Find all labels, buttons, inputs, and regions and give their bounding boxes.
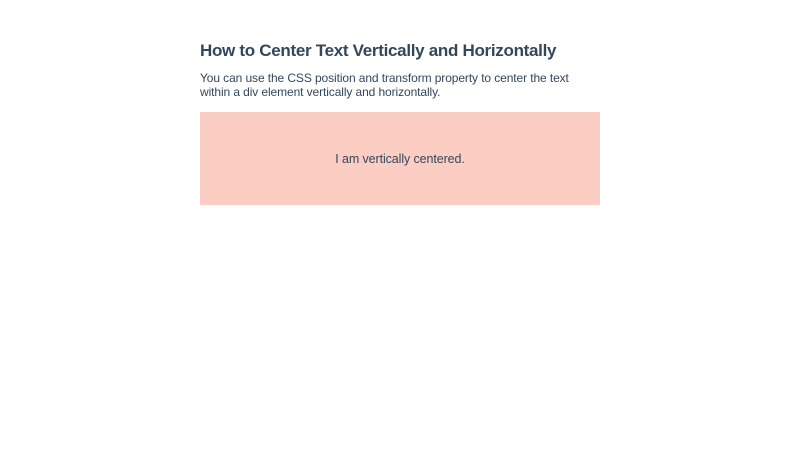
description-text: You can use the CSS position and transform property to center the text within a div element vertically and horizontally. [200,71,569,99]
article-content [200,40,600,205]
demo-box-text: I am vertically centered. [335,151,465,166]
demo-box [200,112,600,205]
page-title: How to Center Text Vertically and Horizontally [200,41,557,60]
